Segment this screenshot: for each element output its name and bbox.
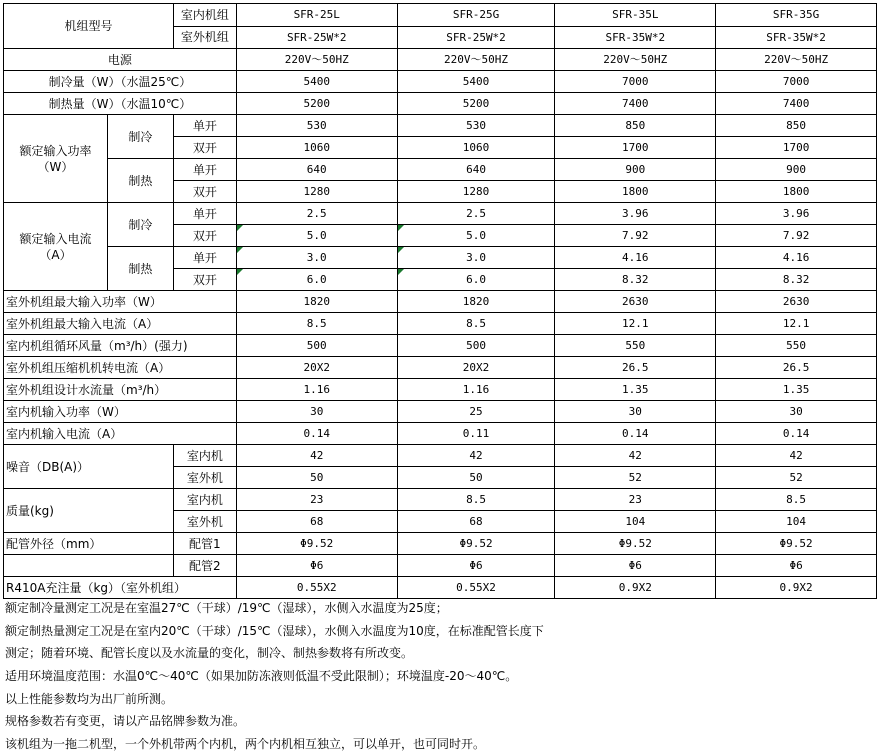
value-cell: 8.32 [716, 269, 877, 291]
value-cell: 530 [236, 115, 397, 137]
value-cell: 26.5 [716, 357, 877, 379]
value-cell: 4.16 [555, 247, 716, 269]
single-label: 单开 [173, 203, 236, 225]
spec-table [3, 3, 877, 599]
rated-current-heat-single-row [4, 247, 877, 269]
value-cell: Φ9.52 [236, 533, 397, 555]
value-cell: 3.0 [236, 247, 397, 269]
water-flow-row [4, 379, 877, 401]
value-cell: 1.16 [397, 379, 555, 401]
note-line: 测定；随着环境、配管长度以及水流量的变化，制冷、制热参数将有所改变。 [5, 646, 414, 661]
value-cell: 30 [716, 401, 877, 423]
indoor-sub-label: 室内机 [173, 489, 236, 511]
value-cell: 7.92 [716, 225, 877, 247]
double-label: 双开 [173, 225, 236, 247]
value-cell: 0.55X2 [236, 577, 397, 599]
value-cell: 900 [555, 159, 716, 181]
value-cell: 7400 [555, 93, 716, 115]
row-label: 室外机组设计水流量（m³/h） [4, 379, 237, 401]
rated-power-heat-single-row [4, 159, 877, 181]
compressor-current-row [4, 357, 877, 379]
value-cell: 42 [236, 445, 397, 467]
indoor-airflow-row [4, 335, 877, 357]
indoor-sub-label: 室内机 [173, 445, 236, 467]
value-cell: 550 [716, 335, 877, 357]
row-label: 制热量（W）（水温10℃） [4, 93, 237, 115]
value-cell: 1.35 [555, 379, 716, 401]
cooling-capacity-row [4, 71, 877, 93]
value-cell: 1820 [397, 291, 555, 313]
value-cell: 640 [236, 159, 397, 181]
indoor-model: SFR-25L [236, 4, 397, 27]
value-cell: 1800 [555, 181, 716, 203]
header-indoor-row [4, 4, 877, 27]
value-cell: 1700 [555, 137, 716, 159]
value-cell: 1820 [236, 291, 397, 313]
row-label: 电源 [4, 49, 237, 71]
outdoor-unit-label: 室外机组 [173, 26, 236, 49]
value-cell: 550 [555, 335, 716, 357]
row-label: 室内机输入电流（A） [4, 423, 237, 445]
value-cell: 50 [397, 467, 555, 489]
value-cell: 1800 [716, 181, 877, 203]
noise-label: 噪音（DB(A)） [4, 445, 174, 489]
value-cell: Φ9.52 [555, 533, 716, 555]
rated-power-label [4, 115, 108, 203]
rated-power-title: 额定输入功率 [19, 143, 92, 158]
outdoor-sub-label: 室外机 [173, 467, 236, 489]
value-cell: 8.5 [397, 313, 555, 335]
indoor-unit-label: 室内机组 [173, 4, 236, 27]
pipe2-label: 配管2 [173, 555, 236, 577]
indoor-model: SFR-35L [555, 4, 716, 27]
value-cell: 8.5 [716, 489, 877, 511]
value-cell: 7000 [555, 71, 716, 93]
refrigerant-row [4, 577, 877, 599]
value-cell: 850 [716, 115, 877, 137]
value-cell: 1060 [397, 137, 555, 159]
value-cell: 2630 [716, 291, 877, 313]
value-cell: 5.0 [397, 225, 555, 247]
value-cell: 12.1 [716, 313, 877, 335]
value-cell: 68 [236, 511, 397, 533]
value-cell: 3.96 [716, 203, 877, 225]
value-cell: 26.5 [555, 357, 716, 379]
value-cell: 8.5 [397, 489, 555, 511]
value-cell: 1060 [236, 137, 397, 159]
indoor-power-row [4, 401, 877, 423]
cool-mode-label: 制冷 [107, 115, 173, 159]
value-cell: 8.5 [236, 313, 397, 335]
value-cell: 500 [236, 335, 397, 357]
value-cell: 0.9X2 [555, 577, 716, 599]
value-cell: 220V～50HZ [716, 49, 877, 71]
value-cell: 5200 [236, 93, 397, 115]
note-line: 额定制热量测定工况是在室内20℃（干球）/15℃（湿球），水侧入水温度为10度，在标准配管长度下 [5, 623, 544, 638]
value-cell: 530 [397, 115, 555, 137]
value-cell: 3.0 [397, 247, 555, 269]
value-cell: 6.0 [397, 269, 555, 291]
value-cell: 7400 [716, 93, 877, 115]
rated-current-unit: （A） [39, 247, 72, 262]
value-cell: 12.1 [555, 313, 716, 335]
value-cell: 0.14 [716, 423, 877, 445]
single-label: 单开 [173, 159, 236, 181]
value-cell: 900 [716, 159, 877, 181]
notes-block [5, 597, 875, 756]
heat-mode-label: 制热 [107, 247, 173, 291]
value-cell: 850 [555, 115, 716, 137]
value-cell: 20X2 [397, 357, 555, 379]
value-cell: 220V～50HZ [555, 49, 716, 71]
rated-current-cool-single-row [4, 203, 877, 225]
noise-indoor-row [4, 445, 877, 467]
value-cell: 1700 [716, 137, 877, 159]
outdoor-max-current-row [4, 313, 877, 335]
value-cell: 5400 [397, 71, 555, 93]
double-label: 双开 [173, 269, 236, 291]
value-cell: 23 [555, 489, 716, 511]
value-cell: 0.14 [555, 423, 716, 445]
indoor-model: SFR-25G [397, 4, 555, 27]
pipe1-row [4, 533, 877, 555]
outdoor-sub-label: 室外机 [173, 511, 236, 533]
pipe2-row [4, 555, 877, 577]
heating-capacity-row [4, 93, 877, 115]
value-cell: 68 [397, 511, 555, 533]
value-cell: 42 [555, 445, 716, 467]
outdoor-model: SFR-35W*2 [555, 26, 716, 49]
value-cell: Φ6 [397, 555, 555, 577]
weight-label: 质量(kg) [4, 489, 174, 533]
outdoor-model: SFR-25W*2 [397, 26, 555, 49]
rated-power-unit: （W） [37, 159, 74, 174]
value-cell: 52 [716, 467, 877, 489]
note-line: 以上性能参数均为出厂前所测。 [5, 691, 174, 706]
value-cell: 2.5 [236, 203, 397, 225]
value-cell: 30 [555, 401, 716, 423]
value-cell: Φ6 [236, 555, 397, 577]
value-cell: 30 [236, 401, 397, 423]
value-cell: Φ6 [716, 555, 877, 577]
value-cell: 8.32 [555, 269, 716, 291]
value-cell: 6.0 [236, 269, 397, 291]
rated-current-label [4, 203, 108, 291]
value-cell: 1280 [397, 181, 555, 203]
value-cell: 50 [236, 467, 397, 489]
outdoor-model: SFR-25W*2 [236, 26, 397, 49]
note-line: 额定制冷量测定工况是在室温27℃（干球）/19℃（湿球），水侧入水温度为25度； [5, 601, 448, 615]
value-cell: 23 [236, 489, 397, 511]
value-cell: 1.16 [236, 379, 397, 401]
row-label: 制冷量（W）（水温25℃） [4, 71, 237, 93]
value-cell: 0.55X2 [397, 577, 555, 599]
pipe1-label: 配管1 [173, 533, 236, 555]
value-cell: 42 [716, 445, 877, 467]
row-label: 室外机组最大输入电流（A） [4, 313, 237, 335]
rated-current-title: 额定输入电流 [19, 231, 92, 246]
weight-indoor-row [4, 489, 877, 511]
value-cell: 2.5 [397, 203, 555, 225]
value-cell: 640 [397, 159, 555, 181]
row-label: 室外机组压缩机机转电流（A） [4, 357, 237, 379]
value-cell: 104 [555, 511, 716, 533]
pipe-label-blank [4, 555, 174, 577]
value-cell: 0.9X2 [716, 577, 877, 599]
value-cell: 0.11 [397, 423, 555, 445]
note-line: 适用环境温度范围：水温0℃～40℃（如果加防冻液则低温不受此限制）；环境温度-20～40℃。 [5, 669, 518, 684]
rated-power-cool-single-row [4, 115, 877, 137]
cool-mode-label: 制冷 [107, 203, 173, 247]
value-cell: 2630 [555, 291, 716, 313]
note-line: 该机组为一拖二机型，一个外机带两个内机，两个内机相互独立，可以单开，也可同时开。 [5, 737, 486, 752]
value-cell: 220V～50HZ [397, 49, 555, 71]
value-cell: 1.35 [716, 379, 877, 401]
value-cell: 42 [397, 445, 555, 467]
row-label: 室外机组最大输入功率（W） [4, 291, 237, 313]
single-label: 单开 [173, 247, 236, 269]
value-cell: 3.96 [555, 203, 716, 225]
value-cell: 104 [716, 511, 877, 533]
value-cell: 25 [397, 401, 555, 423]
pipe-label: 配管外径（mm） [4, 533, 174, 555]
value-cell: 1280 [236, 181, 397, 203]
value-cell: 500 [397, 335, 555, 357]
single-label: 单开 [173, 115, 236, 137]
value-cell: 7000 [716, 71, 877, 93]
row-label: 室内机组循环风量（m³/h）(强力) [4, 335, 237, 357]
value-cell: Φ6 [555, 555, 716, 577]
value-cell: 7.92 [555, 225, 716, 247]
value-cell: Φ9.52 [716, 533, 877, 555]
value-cell: 20X2 [236, 357, 397, 379]
value-cell: 5.0 [236, 225, 397, 247]
value-cell: Φ9.52 [397, 533, 555, 555]
value-cell: 5400 [236, 71, 397, 93]
outdoor-model: SFR-35W*2 [716, 26, 877, 49]
value-cell: 220V～50HZ [236, 49, 397, 71]
power-supply-row [4, 49, 877, 71]
indoor-current-row [4, 423, 877, 445]
row-label: 室内机输入功率（W） [4, 401, 237, 423]
value-cell: 5200 [397, 93, 555, 115]
row-label: R410A充注量（kg）（室外机组） [4, 577, 237, 599]
double-label: 双开 [173, 181, 236, 203]
double-label: 双开 [173, 137, 236, 159]
value-cell: 52 [555, 467, 716, 489]
outdoor-max-power-row [4, 291, 877, 313]
value-cell: 4.16 [716, 247, 877, 269]
value-cell: 0.14 [236, 423, 397, 445]
heat-mode-label: 制热 [107, 159, 173, 203]
model-label: 机组型号 [4, 4, 174, 49]
note-line: 规格参数若有变更，请以产品铭牌参数为准。 [5, 714, 246, 729]
indoor-model: SFR-35G [716, 4, 877, 27]
